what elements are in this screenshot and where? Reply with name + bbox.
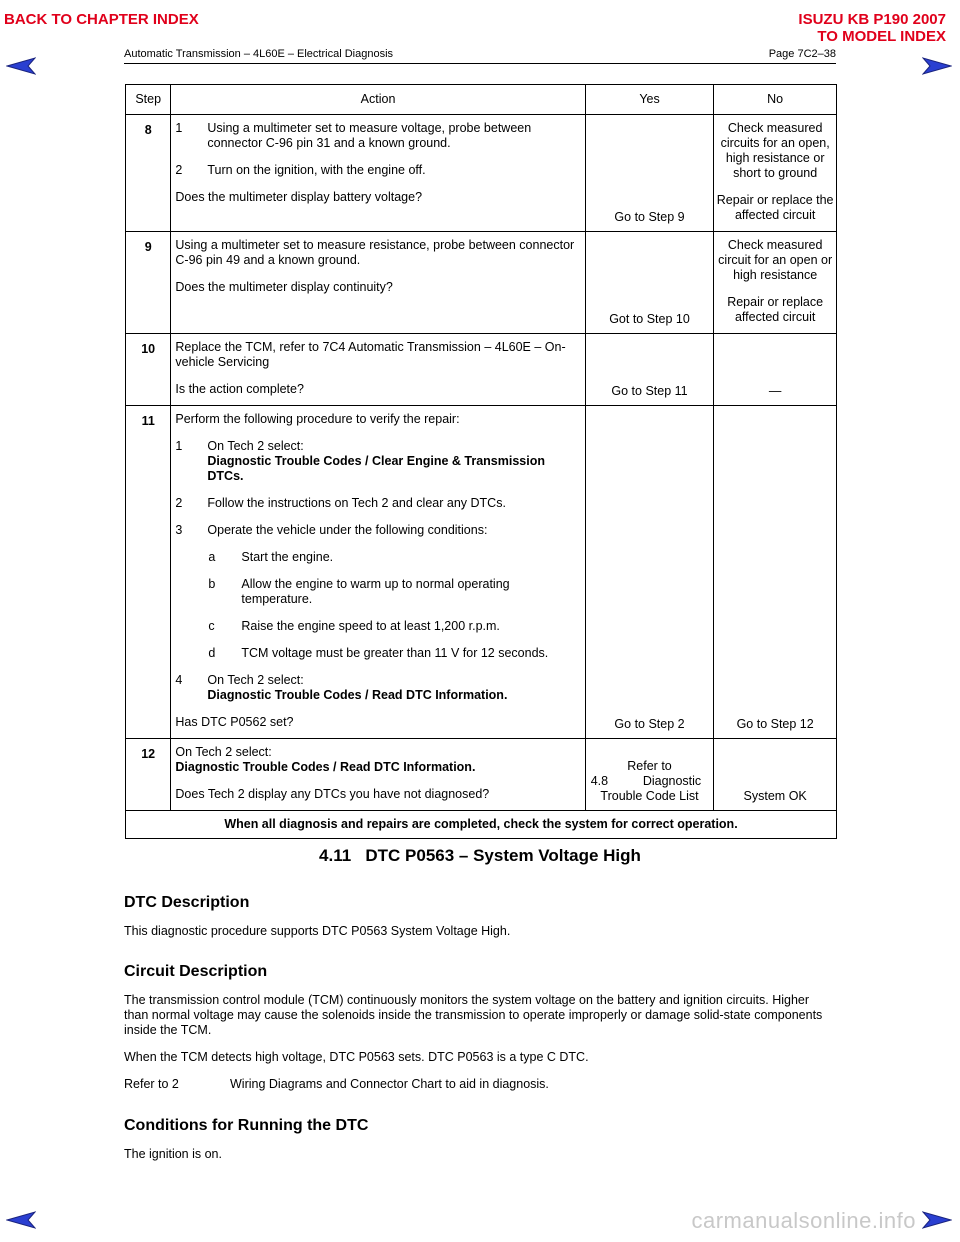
document-title: Automatic Transmission – 4L60E – Electrical Diagnosis (124, 48, 394, 60)
yes-text[interactable]: Trouble Code List (600, 789, 699, 803)
sub-item-text: Allow the engine to warm up to normal operating temperature. (241, 577, 510, 606)
question-text: Does the multimeter display continuity? (175, 280, 393, 294)
to-model-index-link[interactable]: TO MODEL INDEX (817, 28, 946, 45)
table-row (126, 115, 837, 232)
item-text: Using a multimeter set to measure voltage, probe between connector C-96 pin 31 and a known ground. (207, 121, 532, 150)
item-text: Operate the vehicle under the following conditions: (207, 523, 488, 537)
circuit-description-p3 (124, 1077, 836, 1092)
sub-item-text: TCM voltage must be greater than 11 V for 12 seconds. (241, 646, 549, 660)
header-no: No (714, 85, 837, 115)
step-number: 8 (126, 115, 171, 232)
question-text: Is the action complete? (175, 382, 304, 396)
dtc-description-text: This diagnostic procedure supports DTC P0563 System Voltage High. (124, 924, 511, 938)
question-text: Does Tech 2 display any DTCs you have not diagnosed? (175, 787, 490, 801)
yes-cell: Got to Step 10 (585, 232, 714, 334)
item-number: 4 (175, 673, 183, 687)
dtc-description-heading: DTC Description (124, 894, 250, 911)
sub-item-letter: d (208, 646, 216, 660)
item-text: Turn on the ignition, with the engine off. (207, 163, 426, 177)
section-title: DTC P0563 – System Voltage High (365, 846, 641, 865)
yes-text: Refer to (627, 759, 672, 773)
item-number: 2 (175, 496, 183, 510)
item-number: 3 (175, 523, 183, 537)
yes-cell (585, 739, 714, 811)
menu-path: Diagnostic Trouble Codes / Read DTC Information. (175, 760, 476, 774)
conditions-text: The ignition is on. (124, 1147, 222, 1161)
action-cell (171, 232, 585, 334)
menu-path: Diagnostic Trouble Codes / Clear Engine & Transmission DTCs. (207, 454, 545, 483)
menu-path: Diagnostic Trouble Codes / Read DTC Information. (207, 688, 508, 702)
action-text: Using a multimeter set to measure resistance, probe between connector C-96 pin 49 and a known ground. (175, 238, 575, 267)
reference-text: Wiring Diagrams and Connector Chart to aid in diagnosis. (230, 1077, 549, 1091)
section-heading (0, 846, 960, 866)
header-rule (124, 63, 836, 64)
yes-cell: Go to Step 9 (585, 115, 714, 232)
table-header-row (126, 85, 837, 115)
circuit-description-p1: The transmission control module (TCM) continuously monitors the system voltage on the battery and ignition circuits. Higher than normal voltage may cause the solenoids inside the transmission to operate improperly or damage solid-state components inside the TCM. (124, 993, 823, 1037)
no-text: Check measured circuit for an open or high resistance (718, 238, 833, 282)
reference-link[interactable]: Refer to 2 (124, 1077, 179, 1091)
table-row (126, 334, 837, 406)
item-number: 2 (175, 163, 183, 177)
next-page-arrow-icon[interactable] (922, 56, 952, 76)
page-number: Page 7C2–38 (768, 48, 836, 60)
action-text: On Tech 2 select: (175, 745, 272, 759)
yes-cell: Go to Step 2 (585, 406, 714, 739)
item-text: On Tech 2 select: (207, 673, 304, 687)
diagnostic-table (125, 84, 837, 839)
header-action: Action (171, 85, 585, 115)
no-cell: Go to Step 12 (714, 406, 837, 739)
sub-item-letter: a (208, 550, 216, 564)
model-line1-link[interactable]: ISUZU KB P190 2007 (798, 11, 946, 28)
next-page-arrow-bottom-icon[interactable] (922, 1210, 952, 1230)
step-number: 12 (126, 739, 171, 811)
step-number: 11 (126, 406, 171, 739)
prev-page-arrow-icon[interactable] (6, 56, 36, 76)
item-text: On Tech 2 select: (207, 439, 304, 453)
sub-item-text: Start the engine. (241, 550, 334, 564)
step-number: 10 (126, 334, 171, 406)
circuit-description-p2: When the TCM detects high voltage, DTC P0563 sets. DTC P0563 is a type C DTC. (124, 1050, 589, 1064)
action-cell (171, 406, 585, 739)
no-cell: System OK (714, 739, 837, 811)
action-text: Replace the TCM, refer to 7C4 Automatic Transmission – 4L60E – On-vehicle Servicing (175, 340, 566, 369)
prev-page-arrow-bottom-icon[interactable] (6, 1210, 36, 1230)
action-intro: Perform the following procedure to verify the repair: (175, 412, 460, 426)
no-text: Repair or replace affected circuit (727, 295, 824, 324)
back-to-chapter-index-link[interactable]: BACK TO CHAPTER INDEX (4, 11, 199, 28)
step-number: 9 (126, 232, 171, 334)
no-text: Check measured circuits for an open, high resistance or short to ground (720, 121, 830, 180)
no-cell (714, 115, 837, 232)
header-yes: Yes (585, 85, 714, 115)
table-footer-note: When all diagnosis and repairs are completed, check the system for correct operation. (126, 811, 837, 839)
conditions-heading: Conditions for Running the DTC (124, 1117, 369, 1134)
circuit-description-heading: Circuit Description (124, 963, 268, 980)
sub-item-letter: b (208, 577, 216, 591)
no-cell (714, 232, 837, 334)
sub-item-text: Raise the engine speed to at least 1,200 r.p.m. (241, 619, 500, 633)
item-text: Follow the instructions on Tech 2 and clear any DTCs. (207, 496, 506, 510)
item-number: 1 (175, 121, 183, 135)
action-cell (171, 115, 585, 232)
sub-item-letter: c (208, 619, 215, 633)
yes-text[interactable]: 4.8 Diagnostic (590, 774, 702, 788)
header-step: Step (126, 85, 171, 115)
no-cell: — (714, 334, 837, 406)
yes-cell: Go to Step 11 (585, 334, 714, 406)
no-text: Repair or replace the affected circuit (716, 193, 834, 222)
table-footer-row (126, 811, 837, 839)
table-row (126, 232, 837, 334)
question-text: Has DTC P0562 set? (175, 715, 294, 729)
item-number: 1 (175, 439, 183, 453)
section-number: 4.11 (319, 846, 352, 865)
question-text: Does the multimeter display battery voltage? (175, 190, 423, 204)
table-row (126, 406, 837, 739)
action-cell (171, 739, 585, 811)
action-cell (171, 334, 585, 406)
watermark: carmanualsonline.info (691, 1208, 916, 1233)
table-row (126, 739, 837, 811)
